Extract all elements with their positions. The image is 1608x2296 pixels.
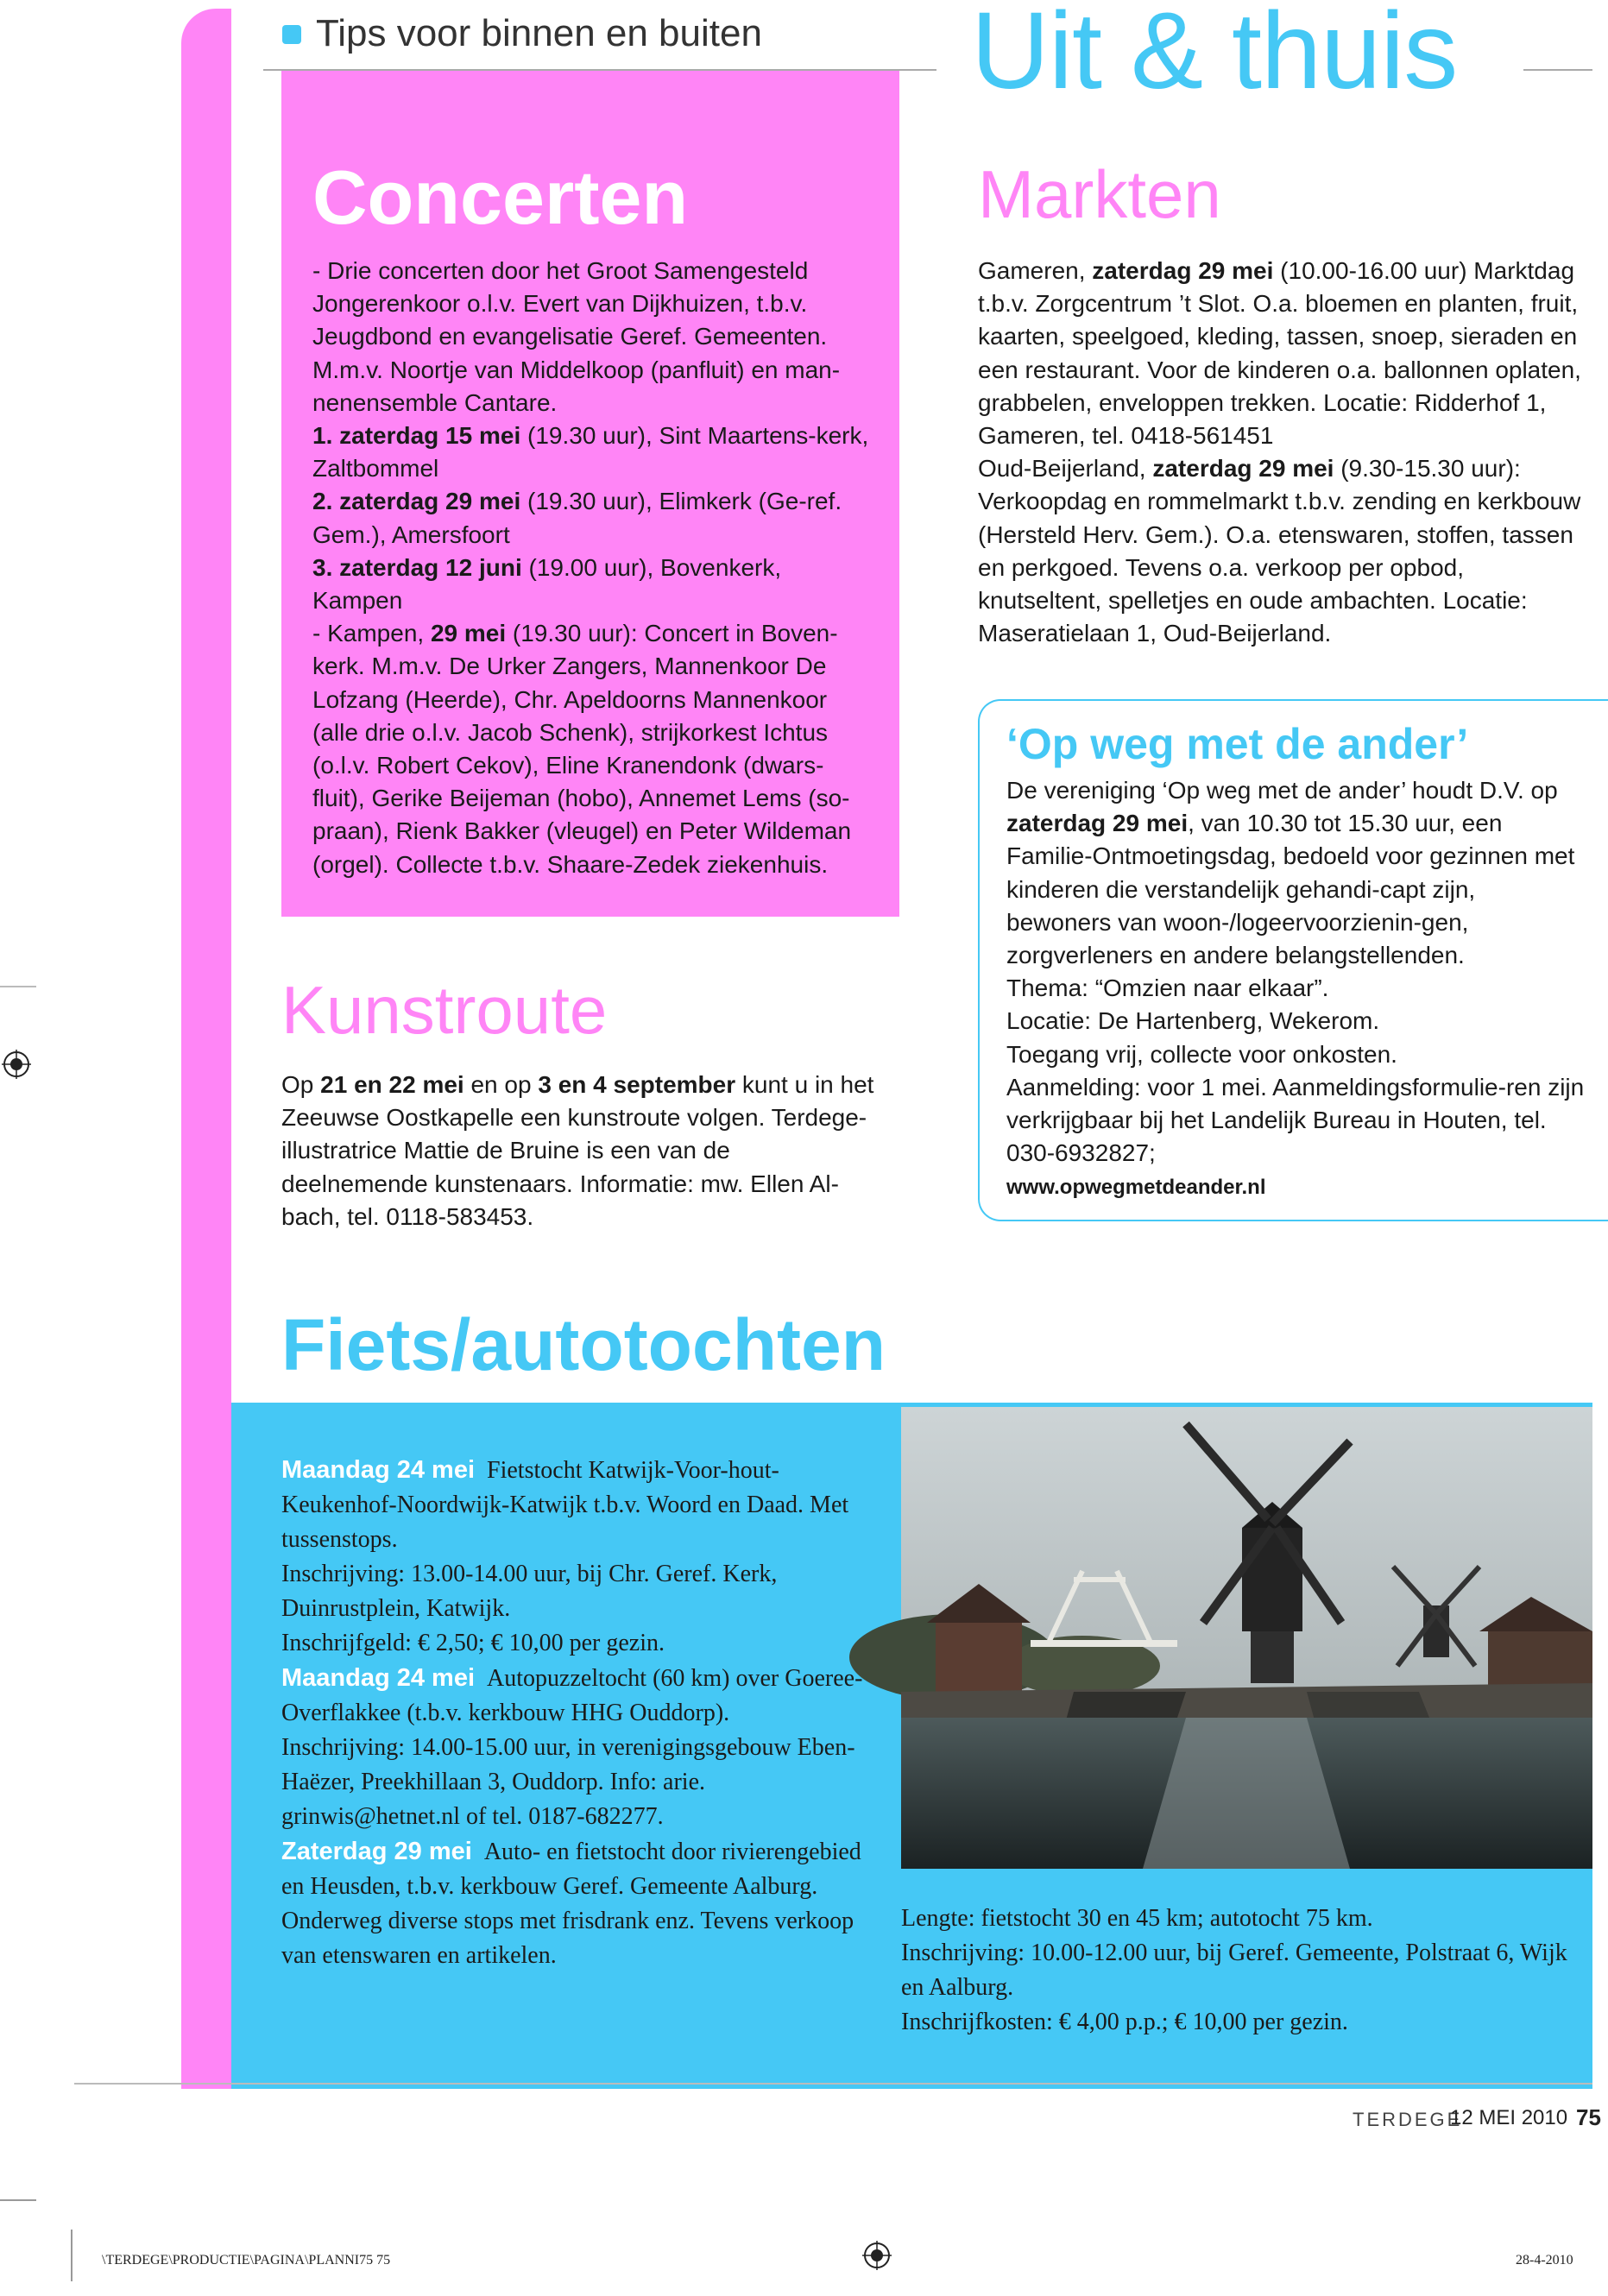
opweg-intro: De vereniging ‘Op weg met de ander’ houdt D.V. op: [1006, 777, 1558, 804]
opweg-body: [1006, 774, 1585, 1205]
concert-2-details: (19.30 uur), Elimkerk (Ge-ref. Gem.), Amersfoort: [312, 488, 842, 548]
opweg-thema: Thema: “Omzien naar elkaar”.: [1006, 975, 1329, 1002]
header-rule-right: [1523, 69, 1592, 71]
event-3-day: Zaterdag 29 mei: [281, 1838, 472, 1865]
gameren-details: (10.00-16.00 uur) Marktdag t.b.v. Zorgcentrum ’t Slot. O.a. bloemen en planten, fruit, kaarten, speelgoed, kleding, tassen, snoep, sieraden en een restaurant. Voor de kinderen o.a. ballonnen oplaten, grabbelen, enveloppen trekken. Locatie: Ridderhof 1, Gameren, tel. 0418-561451: [978, 257, 1581, 450]
event-3-text: Auto- en fietstocht door rivierengebied en Heusden, t.b.v. kerkbouw Geref. Gemeente Aalburg. Onderweg diverse stops met frisdrank enz. Tevens verkoop van etenswaren en artikelen.: [281, 1839, 861, 1969]
section-square-icon: [282, 25, 301, 44]
gameren-prefix: Gameren,: [978, 257, 1093, 284]
concert-1-details: (19.30 uur), Sint Maartens-kerk, Zaltbommel: [312, 422, 869, 483]
footer-rule: [74, 2083, 1592, 2085]
section-label: Tips voor binnen en buiten: [316, 12, 762, 54]
concerten-intro: - Drie concerten door het Groot Samengesteld Jongerenkoor o.l.v. Evert van Dijkhuizen, t.b.v. Jeugdbond en evangelisatie Geref. Gemeenten. M.m.v. Noortje van Middelkoop (panfluit) en man-nenensemble Cantare.: [312, 257, 841, 416]
opweg-details: , van 10.30 tot 15.30 uur, een Familie-Ontmoetingsdag, bedoeld voor gezinnen met kinderen die verstandelijk gehandi-capt zijn, bewoners van woon-/logeervoorzienin-gen, zorgverleners en andere belangstellenden.: [1006, 810, 1575, 969]
kunstroute-dates-2: 3 en 4 september: [538, 1071, 736, 1098]
crop-mark: [0, 2199, 36, 2201]
windmill-photo-illustration: [901, 1407, 1592, 1869]
oud-beijerland-details: (9.30-15.30 uur): Verkoopdag en rommelmarkt t.b.v. zending en kerkbouw (Hersteld Herv. Gem.). O.a. etenswaren, stoffen, tassen en perkgoed. Tevens o.a. verkoop per opbod, knutseltent, spelletjes en oude ambachten. Locatie: Maseratielaan 1, Oud-Beijerland.: [978, 455, 1581, 647]
opweg-locatie: Locatie: De Hartenberg, Wekerom.: [1006, 1007, 1380, 1035]
oud-beijerland-prefix: Oud-Beijerland,: [978, 455, 1153, 483]
opweg-title: ‘Op weg met de ander’: [1006, 720, 1469, 768]
event-1-day: Maandag 24 mei: [281, 1456, 476, 1484]
opweg-date: zaterdag 29 mei: [1006, 810, 1189, 837]
opweg-toegang: Toegang vrij, collecte voor onkosten.: [1006, 1040, 1397, 1068]
windmill-photo: [901, 1407, 1592, 1869]
opweg-url-link[interactable]: www.opwegmetdeander.nl: [1006, 1176, 1266, 1200]
registration-mark-icon: [862, 2241, 892, 2270]
kunstroute-body: [281, 1069, 877, 1233]
crop-mark: [71, 2230, 73, 2281]
concert-2-date: 2. zaterdag 29 mei: [312, 488, 521, 515]
kunstroute-dates-1: 21 en 22 mei: [320, 1071, 464, 1098]
gameren-date: zaterdag 29 mei: [1092, 257, 1274, 284]
fiets-right-column: [901, 1902, 1583, 2040]
kampen-prefix: - Kampen,: [312, 620, 431, 647]
markten-title: Markten: [978, 156, 1221, 232]
concert-3-date: 3. zaterdag 12 juni: [312, 553, 522, 581]
kampen-details: (19.30 uur): Concert in Boven-kerk. M.m.v. De Urker Zangers, Mannenkoor De Lofzang (Heerde), Chr. Apeldoorns Mannenkoor (alle drie o.l.v. Jacob Schenk), strijkorkest Ichtus (o.l.v. Robert Cekov), Eline Kranendonk (dwars-fluit), Gerike Beijeman (hobo), Annemet Lems (so-praan), Rienk Bakker (vleugel) en Peter Wildeman (orgel). Collecte t.b.v. Shaare-Zedek ziekenhuis.: [312, 620, 852, 878]
event-2-inschrijving: Inschrijving: 14.00-15.00 uur, in verenigingsgebouw Eben-Haëzer, Preekhillaan 3, Ouddorp. Info: arie. grinwis@hetnet.nl of tel. 0187-682277.: [281, 1734, 855, 1830]
footer-brand: TERDEGE: [1353, 2109, 1463, 2130]
markten-body: [978, 255, 1582, 650]
event-1-inschrijving: Inschrijving: 13.00-14.00 uur, bij Chr. Geref. Kerk, Duinrustplein, Katwijk.: [281, 1561, 778, 1622]
page-number: 75: [1576, 2104, 1601, 2130]
event-2-text: Autopuzzeltocht (60 km) over Goeree-Overflakkee (t.b.v. kerkbouw HHG Ouddorp).: [281, 1665, 863, 1726]
concert-3-details: (19.00 uur), Bovenkerk, Kampen: [312, 553, 782, 615]
kunstroute-op: Op: [281, 1071, 321, 1098]
event-1-inschrijfgeld: Inschrijfgeld: € 2,50; € 10,00 per gezin.: [281, 1630, 665, 1656]
footer-date: 12 MEI 2010: [1450, 2106, 1568, 2129]
kunstroute-rest: kunt u in het Zeeuwse Oostkapelle een kunstroute volgen. Terdege-illustratrice Mattie de Bruine is een van de deelnemende kunstenaars. Informatie: mw. Ellen Al-bach, tel. 0118-583453.: [281, 1071, 874, 1230]
oud-beijerland-date: zaterdag 29 mei: [1152, 455, 1334, 483]
event-2-day: Maandag 24 mei: [281, 1664, 476, 1692]
fiets-title: Fiets/autotochten: [281, 1304, 886, 1385]
print-date: 28-4-2010: [1516, 2253, 1573, 2268]
print-path: \TERDEGE\PRODUCTIE\PAGINA\PLANNI75 75: [102, 2253, 391, 2268]
fiets-left-column: [281, 1453, 886, 1973]
kunstroute-title: Kunstroute: [281, 972, 608, 1048]
route-inschrijfkosten: Inschrijfkosten: € 4,00 p.p.; € 10,00 per gezin.: [901, 2009, 1348, 2035]
brand-title: Uit & thuis: [971, 0, 1458, 111]
kunstroute-mid: en op: [463, 1071, 539, 1098]
concerten-title: Concerten: [312, 155, 689, 240]
registration-mark-icon: [2, 1050, 31, 1079]
opweg-aanmelding: Aanmelding: voor 1 mei. Aanmeldingsformulie-ren zijn verkrijgbaar bij het Landelijk Bureau in Houten, tel. 030-6932827;: [1006, 1073, 1585, 1167]
route-lengte: Lengte: fietstocht 30 en 45 km; autotocht 75 km.: [901, 1905, 1373, 1932]
kampen-date: 29 mei: [430, 620, 507, 647]
left-pink-strip: [181, 9, 231, 2089]
event-1-text: Fietstocht Katwijk-Voor-hout-Keukenhof-Noordwijk-Katwijk t.b.v. Woord en Daad. Met tussenstops.: [281, 1457, 849, 1553]
concert-1-date: 1. zaterdag 15 mei: [312, 422, 521, 450]
route-inschrijving: Inschrijving: 10.00-12.00 uur, bij Geref. Gemeente, Polstraat 6, Wijk en Aalburg.: [901, 1940, 1567, 2001]
crop-mark: [0, 986, 36, 987]
concerten-body: [312, 255, 873, 881]
